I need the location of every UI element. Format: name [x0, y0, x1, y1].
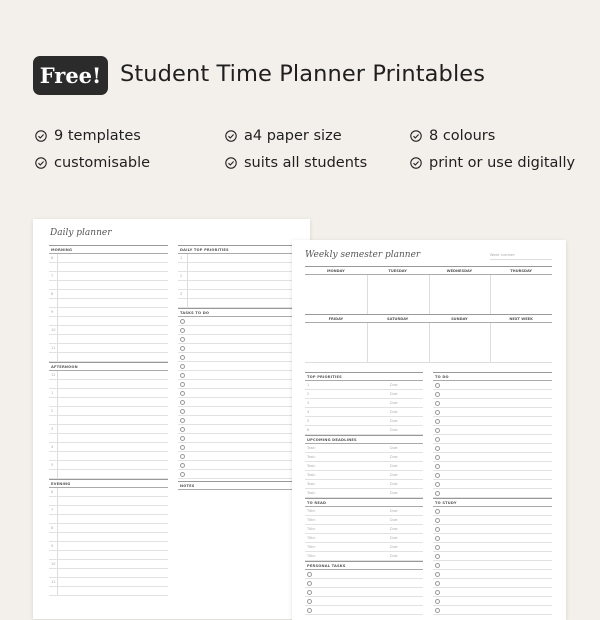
checkbox-icon — [180, 319, 185, 324]
half-hour-row — [49, 452, 168, 461]
weekly-section-header: TOP PRIORITIES — [305, 372, 423, 381]
item-label: 4 — [307, 410, 310, 414]
check-circle-icon — [410, 130, 422, 142]
item-label: 5 — [307, 419, 310, 423]
day-divider — [490, 323, 491, 362]
due-label: Due: — [390, 401, 399, 405]
list-row — [305, 453, 423, 462]
day-label: SATURDAY — [387, 317, 409, 321]
day-label: NEXT WEEK — [509, 317, 533, 321]
task-row — [178, 326, 310, 335]
hour-row: 11 — [49, 578, 168, 587]
priority-row-extra — [178, 281, 310, 290]
checkbox-icon — [180, 391, 185, 396]
check-row — [433, 525, 552, 534]
task-row — [178, 461, 310, 470]
hour-row: 5 — [49, 461, 168, 470]
checkbox-icon — [435, 446, 440, 451]
weekly-section-header: UPCOMING DEADLINES — [305, 435, 423, 444]
item-label: Title: — [307, 536, 316, 540]
check-circle-icon — [225, 157, 237, 169]
checkbox-icon — [435, 518, 440, 523]
feature-item — [410, 128, 495, 144]
check-row — [433, 390, 552, 399]
half-hour-row — [49, 515, 168, 524]
task-row — [178, 380, 310, 389]
hour-row: 7 — [49, 272, 168, 281]
task-row — [178, 434, 310, 443]
half-hour-row — [49, 470, 168, 479]
checkbox-icon — [180, 400, 185, 405]
feature-label: a4 paper size — [244, 128, 342, 144]
checkbox-icon — [180, 328, 185, 333]
half-hour-row — [49, 353, 168, 362]
day-divider — [490, 275, 491, 314]
due-label: Due: — [390, 455, 399, 459]
priorities-header: DAILY TOP PRIORITIES — [178, 245, 310, 254]
task-row — [178, 344, 310, 353]
task-row — [178, 416, 310, 425]
checkbox-icon — [307, 572, 312, 577]
daily-section-header: EVENING — [49, 479, 168, 488]
weekly-section-header: TO DO — [433, 372, 552, 381]
due-label: Due: — [390, 482, 399, 486]
list-row — [305, 462, 423, 471]
feature-label: customisable — [54, 155, 151, 171]
checkbox-icon — [435, 392, 440, 397]
checkbox-icon — [435, 410, 440, 415]
due-label: Due: — [390, 419, 399, 423]
task-row — [178, 335, 310, 344]
checkbox-icon — [180, 337, 185, 342]
hour-row: 10 — [49, 326, 168, 335]
due-label: Due: — [390, 392, 399, 396]
task-row — [178, 353, 310, 362]
half-hour-row — [49, 533, 168, 542]
half-hour-row — [49, 497, 168, 506]
list-row — [305, 381, 423, 390]
list-row — [305, 408, 423, 417]
check-row — [433, 381, 552, 390]
day-label: THURSDAY — [510, 269, 532, 273]
checkbox-icon — [307, 608, 312, 613]
due-label: Due: — [390, 473, 399, 477]
item-label: Title: — [307, 554, 316, 558]
check-circle-icon — [225, 130, 237, 142]
half-hour-row — [49, 416, 168, 425]
daily-section-header: AFTERNOON — [49, 362, 168, 371]
task-row — [178, 425, 310, 434]
checkbox-icon — [435, 482, 440, 487]
list-row — [305, 399, 423, 408]
checkbox-icon — [307, 581, 312, 586]
item-label: 6 — [307, 428, 310, 432]
checkbox-icon — [435, 536, 440, 541]
due-label: Due: — [390, 383, 399, 387]
checkbox-icon — [435, 383, 440, 388]
checkbox-icon — [180, 427, 185, 432]
task-row — [178, 371, 310, 380]
daily-section-header: MORNING — [49, 245, 168, 254]
check-row — [433, 552, 552, 561]
hour-row: 8 — [49, 524, 168, 533]
list-row — [305, 417, 423, 426]
task-row — [178, 389, 310, 398]
priority-row: 1 — [178, 254, 310, 263]
due-label: Due: — [390, 428, 399, 432]
checkbox-icon — [180, 472, 185, 477]
list-row — [305, 444, 423, 453]
priority-row: 2 — [178, 272, 310, 281]
item-label: Task: — [307, 464, 316, 468]
checkbox-icon — [180, 463, 185, 468]
check-row — [433, 480, 552, 489]
task-row — [178, 452, 310, 461]
list-row — [305, 543, 423, 552]
task-row — [178, 362, 310, 371]
checkbox-icon — [435, 527, 440, 532]
item-label: Task: — [307, 455, 316, 459]
check-circle-icon — [35, 157, 47, 169]
daily-planner-title: Daily planner — [50, 228, 112, 238]
feature-item — [410, 155, 575, 171]
task-row — [178, 443, 310, 452]
check-row — [433, 399, 552, 408]
check-row — [433, 417, 552, 426]
priority-row: 3 — [178, 290, 310, 299]
checkbox-icon — [180, 436, 185, 441]
half-hour-row — [49, 380, 168, 389]
task-row — [178, 470, 310, 479]
weekly-section-header: TO READ — [305, 498, 423, 507]
checkbox-icon — [435, 437, 440, 442]
checkbox-icon — [435, 572, 440, 577]
half-hour-row — [49, 281, 168, 290]
item-label: Title: — [307, 545, 316, 549]
hour-row: 12 — [49, 371, 168, 380]
check-row — [305, 588, 423, 597]
hour-row: 11 — [49, 344, 168, 353]
feature-item — [225, 155, 367, 171]
list-row — [305, 534, 423, 543]
day-divider — [429, 275, 430, 314]
weekly-planner-preview — [292, 240, 566, 620]
check-row — [433, 579, 552, 588]
hour-row: 7 — [49, 506, 168, 515]
check-row — [433, 462, 552, 471]
check-row — [433, 597, 552, 606]
item-label: Task: — [307, 473, 316, 477]
checkbox-icon — [435, 428, 440, 433]
day-label: SUNDAY — [451, 317, 468, 321]
hour-row: 1 — [49, 389, 168, 398]
check-row — [433, 471, 552, 480]
check-row — [305, 606, 423, 615]
hour-row: 8 — [49, 290, 168, 299]
check-row — [433, 444, 552, 453]
checkbox-icon — [435, 464, 440, 469]
feature-item — [35, 128, 141, 144]
checkbox-icon — [180, 346, 185, 351]
checkbox-icon — [435, 473, 440, 478]
check-row — [433, 570, 552, 579]
check-row — [433, 426, 552, 435]
due-label: Due: — [390, 536, 399, 540]
checkbox-icon — [435, 563, 440, 568]
check-row — [433, 561, 552, 570]
checkbox-icon — [180, 373, 185, 378]
check-circle-icon — [410, 157, 422, 169]
check-row — [433, 606, 552, 615]
hour-row: 6 — [49, 488, 168, 497]
half-hour-row — [49, 551, 168, 560]
checkbox-icon — [180, 355, 185, 360]
due-label: Due: — [390, 446, 399, 450]
check-row — [433, 435, 552, 444]
due-label: Due: — [390, 527, 399, 531]
checkbox-icon — [180, 409, 185, 414]
daily-planner-preview — [33, 219, 310, 619]
due-label: Due: — [390, 554, 399, 558]
day-label: FRIDAY — [328, 317, 344, 321]
notes-header: NOTES — [178, 481, 310, 490]
check-row — [433, 588, 552, 597]
check-row — [433, 408, 552, 417]
item-label: Title: — [307, 518, 316, 522]
item-label: 3 — [307, 401, 310, 405]
tasks-header: TASKS TO DO — [178, 308, 310, 317]
feature-label: print or use digitally — [429, 155, 576, 171]
free-badge: Free! — [33, 56, 108, 95]
feature-item — [225, 128, 342, 144]
feature-label: suits all students — [244, 155, 368, 171]
task-row — [178, 407, 310, 416]
half-hour-row — [49, 335, 168, 344]
weekly-section-header: PERSONAL TASKS — [305, 561, 423, 570]
checkbox-icon — [180, 364, 185, 369]
week-number-field: Week number: — [490, 253, 552, 260]
list-row — [305, 426, 423, 435]
due-label: Due: — [390, 509, 399, 513]
checkbox-icon — [180, 445, 185, 450]
item-label: 2 — [307, 392, 310, 396]
weekly-planner-title: Weekly semester planner — [305, 250, 421, 260]
check-row — [433, 507, 552, 516]
check-row — [433, 534, 552, 543]
due-label: Due: — [390, 464, 399, 468]
hour-row: 9 — [49, 542, 168, 551]
weekly-section-header: TO STUDY — [433, 498, 552, 507]
day-label: WEDNESDAY — [446, 269, 473, 273]
feature-label: 8 colours — [429, 128, 496, 144]
list-row — [305, 390, 423, 399]
check-row — [433, 516, 552, 525]
checkbox-icon — [435, 419, 440, 424]
day-divider — [367, 275, 368, 314]
hour-row: 6 — [49, 254, 168, 263]
checkbox-icon — [435, 491, 440, 496]
checkbox-icon — [180, 418, 185, 423]
check-row — [305, 570, 423, 579]
half-hour-row — [49, 569, 168, 578]
checkbox-icon — [180, 382, 185, 387]
day-label: TUESDAY — [388, 269, 407, 273]
due-label: Due: — [390, 410, 399, 414]
hour-row: 2 — [49, 407, 168, 416]
list-row — [305, 525, 423, 534]
check-row — [305, 579, 423, 588]
half-hour-row — [49, 434, 168, 443]
check-row — [433, 489, 552, 498]
half-hour-row — [49, 398, 168, 407]
checkbox-icon — [435, 590, 440, 595]
feature-item — [35, 155, 150, 171]
day-divider — [429, 323, 430, 362]
check-circle-icon — [35, 130, 47, 142]
item-label: Title: — [307, 527, 316, 531]
list-row — [305, 507, 423, 516]
item-label: Task: — [307, 491, 316, 495]
half-hour-row — [49, 299, 168, 308]
checkbox-icon — [435, 554, 440, 559]
hour-row: 10 — [49, 560, 168, 569]
checkbox-icon — [435, 608, 440, 613]
task-row — [178, 317, 310, 326]
half-hour-row — [49, 317, 168, 326]
hour-row: 9 — [49, 308, 168, 317]
task-row — [178, 398, 310, 407]
item-label: Task: — [307, 446, 316, 450]
page-title: Student Time Planner Printables — [120, 61, 486, 87]
due-label: Due: — [390, 491, 399, 495]
feature-label: 9 templates — [54, 128, 141, 144]
priority-row-extra — [178, 263, 310, 272]
check-row — [433, 543, 552, 552]
half-hour-row — [49, 587, 168, 596]
hour-row: 3 — [49, 425, 168, 434]
check-row — [305, 597, 423, 606]
checkbox-icon — [435, 401, 440, 406]
due-label: Due: — [390, 518, 399, 522]
priority-row-extra — [178, 299, 310, 308]
half-hour-row — [49, 263, 168, 272]
grid-bottom — [305, 362, 552, 363]
due-label: Due: — [390, 545, 399, 549]
list-row — [305, 516, 423, 525]
checkbox-icon — [180, 454, 185, 459]
checkbox-icon — [435, 509, 440, 514]
item-label: Title: — [307, 509, 316, 513]
list-row — [305, 480, 423, 489]
check-row — [433, 453, 552, 462]
checkbox-icon — [307, 590, 312, 595]
list-row — [305, 471, 423, 480]
list-row — [305, 552, 423, 561]
checkbox-icon — [435, 545, 440, 550]
hour-row: 4 — [49, 443, 168, 452]
day-label: MONDAY — [327, 269, 345, 273]
checkbox-icon — [435, 455, 440, 460]
day-divider — [367, 323, 368, 362]
item-label: Task: — [307, 482, 316, 486]
checkbox-icon — [435, 581, 440, 586]
item-label: 1 — [307, 383, 310, 387]
list-row — [305, 489, 423, 498]
